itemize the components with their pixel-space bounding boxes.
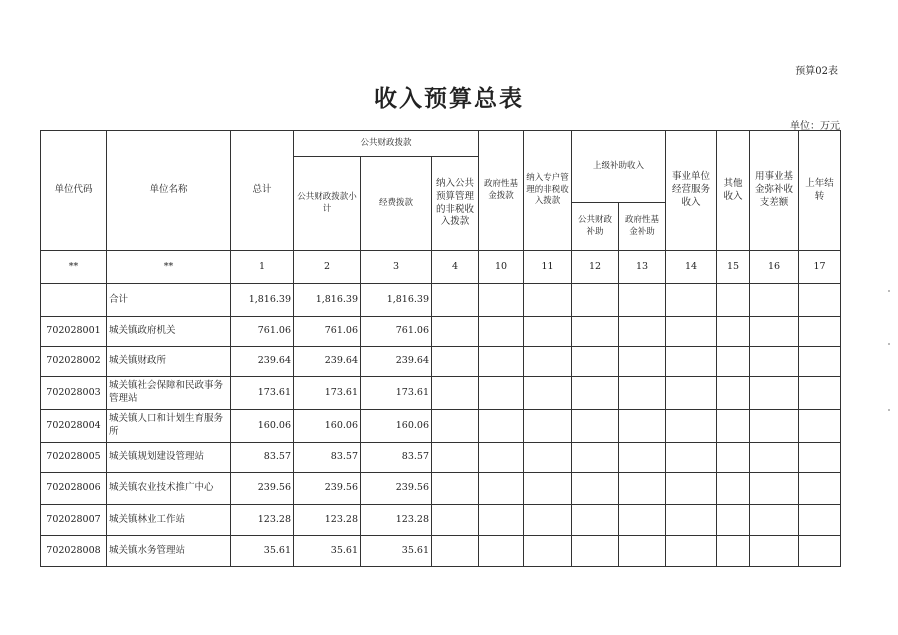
unit-name-cell: 城关镇财政所 [107, 347, 231, 377]
empty-cell [717, 347, 750, 377]
empty-cell [750, 505, 799, 536]
empty-cell [479, 473, 524, 505]
empty-cell [717, 505, 750, 536]
unit-name-cell: 城关镇人口和计划生育服务所 [107, 410, 231, 443]
total-cell: 173.61 [231, 377, 294, 410]
empty-cell [619, 536, 666, 567]
index-cell: 13 [619, 251, 666, 284]
empty-cell [479, 347, 524, 377]
empty-cell [524, 443, 572, 473]
empty-cell [524, 536, 572, 567]
empty-cell [799, 536, 841, 567]
empty-cell [666, 473, 717, 505]
empty-cell [524, 377, 572, 410]
col-total: 总计 [231, 131, 294, 251]
unit-name-cell: 城关镇林业工作站 [107, 505, 231, 536]
empty-cell [619, 284, 666, 317]
subtotal-cell: 83.57 [294, 443, 361, 473]
total-cell: 83.57 [231, 443, 294, 473]
scan-dot [888, 343, 890, 345]
empty-cell [432, 505, 479, 536]
index-cell: 2 [294, 251, 361, 284]
empty-cell [619, 410, 666, 443]
subtotal-cell: 239.56 [294, 473, 361, 505]
empty-cell [479, 377, 524, 410]
scan-dot [888, 290, 890, 292]
empty-cell [717, 443, 750, 473]
empty-cell [666, 505, 717, 536]
col-upper-fund-subsidy: 政府性基金补助 [619, 203, 666, 251]
empty-cell [432, 536, 479, 567]
empty-cell [572, 377, 619, 410]
empty-cell [479, 317, 524, 347]
unit-name-cell: 城关镇社会保障和民政事务管理站 [107, 377, 231, 410]
empty-cell [479, 410, 524, 443]
empty-cell [572, 284, 619, 317]
total-cell: 1,816.39 [231, 284, 294, 317]
col-fund-balance: 用事业基金弥补收支差额 [750, 131, 799, 251]
funding-cell: 761.06 [361, 317, 432, 347]
empty-cell [432, 410, 479, 443]
empty-cell [619, 443, 666, 473]
empty-cell [619, 505, 666, 536]
col-gov-fund: 政府性基金拨款 [479, 131, 524, 251]
empty-cell [572, 473, 619, 505]
empty-cell [717, 317, 750, 347]
page-title: 收入预算总表 [374, 86, 524, 112]
table-row [41, 410, 841, 443]
funding-cell: 239.64 [361, 347, 432, 377]
empty-cell [524, 317, 572, 347]
col-upper-public-subsidy: 公共财政补助 [572, 203, 619, 251]
table-row [41, 536, 841, 567]
col-funding: 经费拨款 [361, 157, 432, 251]
subtotal-cell: 123.28 [294, 505, 361, 536]
empty-cell [572, 347, 619, 377]
empty-cell [717, 473, 750, 505]
empty-cell [479, 536, 524, 567]
empty-cell [750, 284, 799, 317]
total-cell: 239.64 [231, 347, 294, 377]
empty-cell [432, 317, 479, 347]
total-cell: 761.06 [231, 317, 294, 347]
table-body [41, 284, 841, 567]
empty-cell [572, 317, 619, 347]
empty-cell [619, 317, 666, 347]
empty-cell [666, 317, 717, 347]
empty-cell [799, 505, 841, 536]
col-public-finance-subtotal: 公共财政拨款小计 [294, 157, 361, 251]
empty-cell [750, 473, 799, 505]
index-cell: ** [41, 251, 107, 284]
table-row [41, 317, 841, 347]
unit-code-cell: 702028005 [41, 443, 107, 473]
empty-cell [799, 377, 841, 410]
col-unit-code: 单位代码 [41, 131, 107, 251]
index-cell: ** [107, 251, 231, 284]
index-row [41, 251, 841, 284]
index-cell: 14 [666, 251, 717, 284]
table-row [41, 473, 841, 505]
funding-cell: 1,816.39 [361, 284, 432, 317]
empty-cell [572, 410, 619, 443]
funding-cell: 173.61 [361, 377, 432, 410]
funding-cell: 160.06 [361, 410, 432, 443]
empty-cell [717, 377, 750, 410]
table-row [41, 377, 841, 410]
empty-cell [572, 505, 619, 536]
empty-cell [619, 347, 666, 377]
empty-cell [750, 347, 799, 377]
empty-cell [799, 443, 841, 473]
unit-name-cell: 城关镇规划建设管理站 [107, 443, 231, 473]
empty-cell [479, 284, 524, 317]
unit-name-cell: 城关镇政府机关 [107, 317, 231, 347]
col-carryover: 上年结转 [799, 131, 841, 251]
header-row-1 [41, 131, 841, 157]
empty-cell [524, 284, 572, 317]
index-cell: 10 [479, 251, 524, 284]
empty-cell [666, 347, 717, 377]
empty-cell [666, 536, 717, 567]
empty-cell [666, 284, 717, 317]
col-non-tax: 纳入公共预算管理的非税收入拨款 [432, 157, 479, 251]
col-other-income: 其他收入 [717, 131, 750, 251]
empty-cell [750, 536, 799, 567]
subtotal-cell: 160.06 [294, 410, 361, 443]
empty-cell [750, 443, 799, 473]
funding-cell: 123.28 [361, 505, 432, 536]
empty-cell [717, 536, 750, 567]
budget-table [40, 130, 841, 567]
empty-cell [572, 536, 619, 567]
unit-name-cell: 城关镇水务管理站 [107, 536, 231, 567]
unit-code-cell: 702028002 [41, 347, 107, 377]
total-cell: 123.28 [231, 505, 294, 536]
empty-cell [432, 443, 479, 473]
empty-cell [799, 317, 841, 347]
funding-cell: 35.61 [361, 536, 432, 567]
total-cell: 35.61 [231, 536, 294, 567]
empty-cell [799, 347, 841, 377]
unit-code-cell: 702028008 [41, 536, 107, 567]
subtotal-cell: 173.61 [294, 377, 361, 410]
empty-cell [432, 284, 479, 317]
index-cell: 4 [432, 251, 479, 284]
table-row [41, 443, 841, 473]
total-cell: 160.06 [231, 410, 294, 443]
subtotal-cell: 35.61 [294, 536, 361, 567]
subtotal-cell: 1,816.39 [294, 284, 361, 317]
empty-cell [666, 377, 717, 410]
empty-cell [799, 410, 841, 443]
empty-cell [479, 505, 524, 536]
form-code: 预算02表 [795, 66, 838, 77]
empty-cell [619, 377, 666, 410]
empty-cell [432, 347, 479, 377]
empty-cell [666, 443, 717, 473]
empty-cell [432, 473, 479, 505]
unit-code-cell: 702028003 [41, 377, 107, 410]
funding-cell: 83.57 [361, 443, 432, 473]
empty-cell [799, 284, 841, 317]
unit-code-cell: 702028006 [41, 473, 107, 505]
unit-code-cell: 702028001 [41, 317, 107, 347]
total-cell: 239.56 [231, 473, 294, 505]
empty-cell [666, 410, 717, 443]
table-row [41, 347, 841, 377]
subtotal-cell: 761.06 [294, 317, 361, 347]
col-public-finance: 公共财政拨款 [294, 131, 479, 157]
empty-cell [619, 473, 666, 505]
empty-cell [799, 473, 841, 505]
index-cell: 3 [361, 251, 432, 284]
unit-name-cell: 城关镇农业技术推广中心 [107, 473, 231, 505]
index-cell: 1 [231, 251, 294, 284]
col-business-income: 事业单位经营服务收入 [666, 131, 717, 251]
unit-label: 单位：万元 [790, 121, 840, 132]
empty-cell [717, 410, 750, 443]
index-cell: 17 [799, 251, 841, 284]
empty-cell [750, 317, 799, 347]
table-row [41, 284, 841, 317]
empty-cell [750, 410, 799, 443]
index-cell: 12 [572, 251, 619, 284]
unit-code-cell: 702028004 [41, 410, 107, 443]
empty-cell [717, 284, 750, 317]
col-unit-name: 单位名称 [107, 131, 231, 251]
unit-code-cell [41, 284, 107, 317]
index-cell: 11 [524, 251, 572, 284]
empty-cell [572, 443, 619, 473]
empty-cell [432, 377, 479, 410]
empty-cell [524, 505, 572, 536]
col-special-account: 纳入专户管理的非税收入拨款 [524, 131, 572, 251]
col-upper-subsidy: 上级补助收入 [572, 131, 666, 203]
table-row [41, 505, 841, 536]
empty-cell [524, 473, 572, 505]
unit-code-cell: 702028007 [41, 505, 107, 536]
subtotal-cell: 239.64 [294, 347, 361, 377]
empty-cell [479, 443, 524, 473]
index-cell: 16 [750, 251, 799, 284]
empty-cell [750, 377, 799, 410]
scan-dot [888, 409, 890, 411]
empty-cell [524, 410, 572, 443]
empty-cell [524, 347, 572, 377]
index-cell: 15 [717, 251, 750, 284]
funding-cell: 239.56 [361, 473, 432, 505]
unit-name-cell: 合计 [107, 284, 231, 317]
